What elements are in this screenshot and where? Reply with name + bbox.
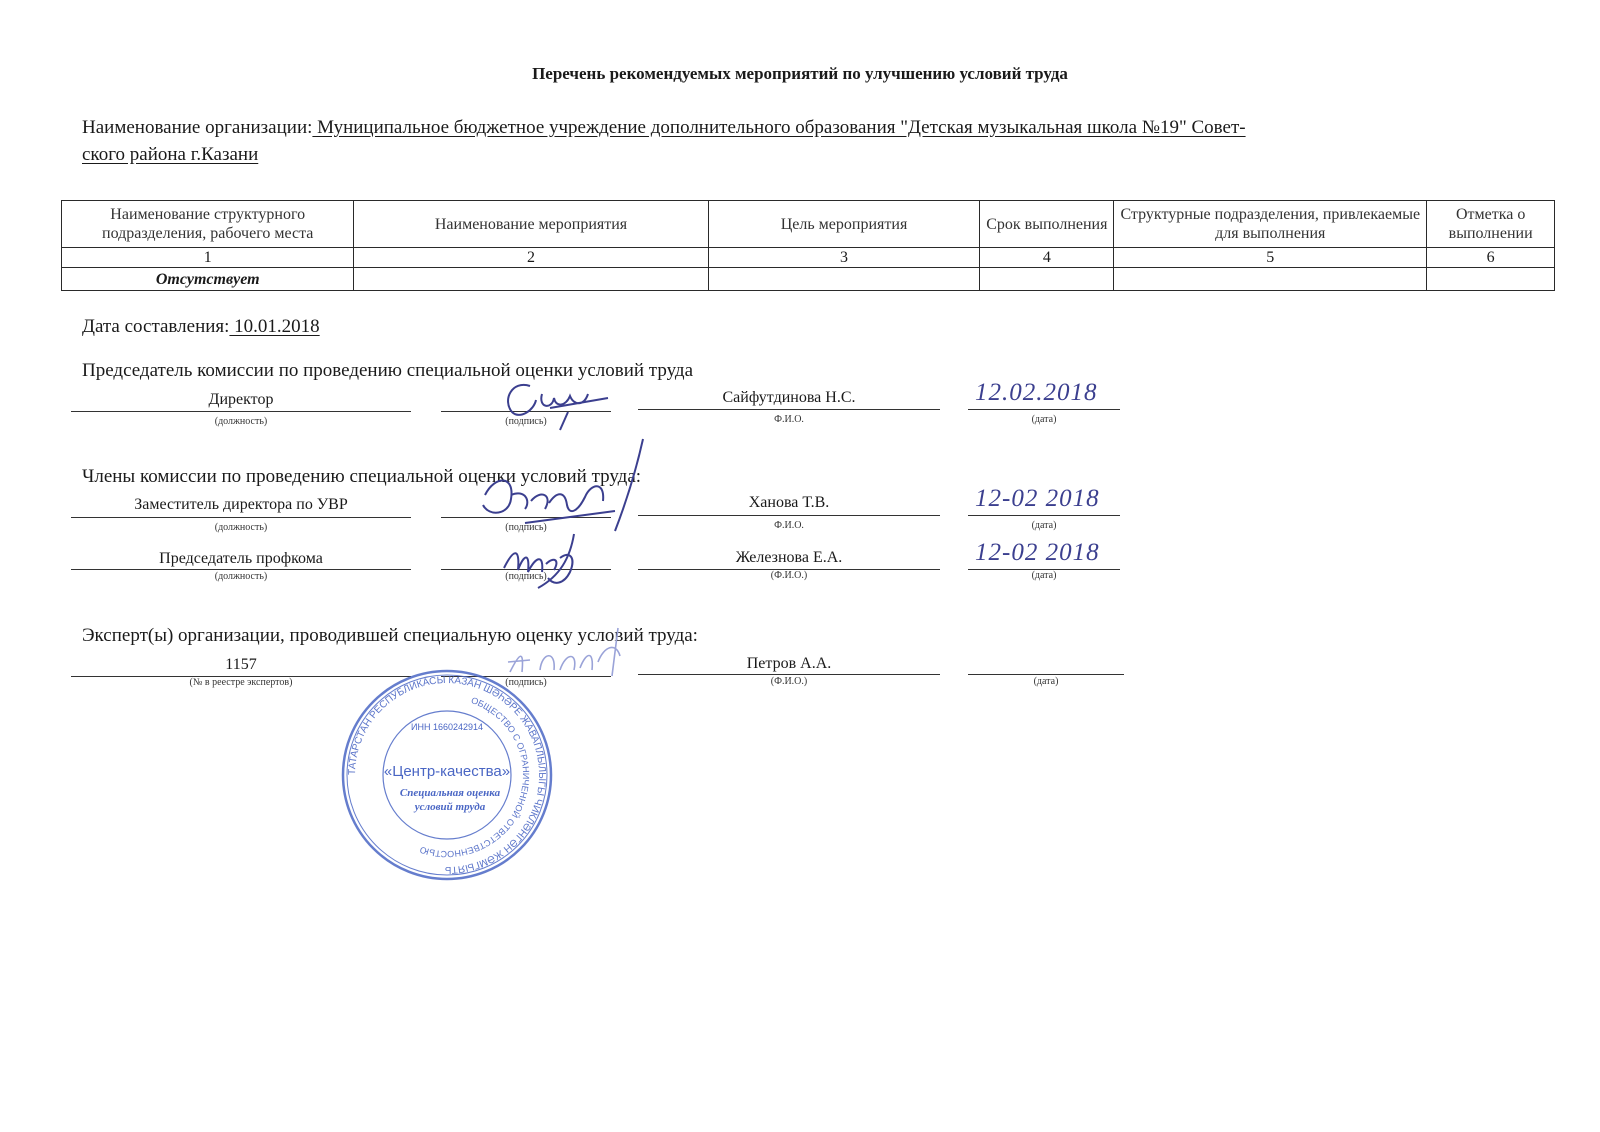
date-caption: (дата) [1033, 676, 1059, 687]
position-caption: (должность) [214, 571, 268, 582]
date-compiled [82, 316, 320, 338]
organization-line-2 [82, 142, 1522, 168]
organization-stamp [340, 668, 554, 882]
fio-caption: (Ф.И.О.) [770, 676, 808, 687]
position-line [71, 411, 411, 412]
organization-name-part-1: Муниципальное бюджетное учреждение дополнительного образования "Детская музыкальная школа №19" Совет- [312, 117, 1246, 138]
stamp-subtitle-1: Специальная оценка [399, 787, 501, 799]
organization-name-part-2: ского района г.Казани [82, 144, 259, 165]
table-cell [980, 268, 1114, 291]
date-caption: (дата) [1031, 414, 1057, 425]
signature-caption: (подпись) [505, 416, 547, 427]
number-cell: 5 [1114, 248, 1427, 268]
date-caption: (дата) [1031, 570, 1057, 581]
date-compiled-label: Дата составления: [82, 316, 230, 337]
document-title: Перечень рекомендуемых мероприятий по улучшению условий труда [532, 64, 1068, 83]
table-cell: Отсутствует [62, 268, 354, 291]
table-cell [708, 268, 980, 291]
experts-heading: Эксперт(ы) организации, проводившей специальную оценку условий труда: [82, 625, 698, 646]
registry-caption: (№ в реестре экспертов) [189, 677, 293, 688]
date-line [968, 409, 1120, 410]
number-cell: 6 [1427, 248, 1555, 268]
chairman-heading: Председатель комиссии по проведению специальной оценки условий труда [82, 360, 693, 381]
table-cell [1427, 268, 1555, 291]
stamp-outer-text: ТАТАРСТАН РЕСПУБЛИКАСЫ КАЗАН ШӘҺӘРЕ ЖАВАПЛЫЛЫГЫ ЧИКЛӘНГӘН ЖӘМГЫЯТЬ [346, 674, 548, 876]
header-cell: Срок выполнения [980, 201, 1114, 248]
member-2-date: 12-02 2018 [975, 539, 1100, 566]
organization-line-1 [82, 115, 1522, 141]
member-1-signature [465, 435, 655, 535]
fio-caption: (Ф.И.О.) [770, 570, 808, 581]
date-line [968, 515, 1120, 516]
fio-caption: Ф.И.О. [774, 414, 804, 425]
member-2-position: Председатель профкома [159, 550, 323, 567]
expert-name: Петров А.А. [746, 655, 832, 672]
header-cell: Наименование структурного подразделения, рабочего места [62, 201, 354, 248]
date-line [968, 674, 1124, 675]
fio-line [638, 409, 940, 410]
position-line [71, 517, 411, 518]
fio-caption: Ф.И.О. [774, 520, 804, 531]
header-cell: Цель мероприятия [708, 201, 980, 248]
number-cell: 1 [62, 248, 354, 268]
members-heading: Члены комиссии по проведению специальной оценки условий труда: [82, 466, 642, 487]
position-caption: (должность) [214, 522, 268, 533]
chairman-date: 12.02.2018 [975, 379, 1098, 406]
stamp-inn: ИНН 1660242914 [410, 722, 484, 732]
table-number-row [62, 248, 1555, 268]
number-cell: 4 [980, 248, 1114, 268]
measures-table [61, 200, 1555, 291]
number-cell: 2 [354, 248, 708, 268]
stamp-inner-text: ОБЩЕСТВО С ОГРАНИЧЕННОЙ ОТВЕТСТВЕННОСТЬЮ [418, 695, 532, 860]
stamp-center-text: «Центр-качества» [383, 763, 511, 780]
chairman-position: Директор [208, 391, 274, 408]
header-cell: Структурные подразделения, привлекаемые для выполнения [1114, 201, 1427, 248]
table-cell [1114, 268, 1427, 291]
number-cell: 3 [708, 248, 980, 268]
table-header-row [62, 201, 1555, 248]
member-2-name: Железнова Е.А. [735, 549, 843, 566]
signature-caption: (подпись) [505, 571, 547, 582]
table-row [62, 268, 1555, 291]
organization-label: Наименование организации: [82, 117, 313, 138]
date-caption: (дата) [1031, 520, 1057, 531]
header-cell: Отметка о выполнении [1427, 201, 1555, 248]
member-2-signature [490, 528, 600, 590]
chairman-signature [490, 372, 620, 434]
member-1-name: Ханова Т.В. [748, 494, 830, 511]
position-caption: (должность) [214, 416, 268, 427]
header-cell: Наименование мероприятия [354, 201, 708, 248]
stamp-subtitle-2: условий труда [414, 801, 486, 813]
fio-line [638, 674, 940, 675]
position-line [71, 569, 411, 570]
member-1-position: Заместитель директора по УВР [134, 496, 348, 513]
signature-caption: (подпись) [505, 522, 547, 533]
fio-line [638, 515, 940, 516]
chairman-name: Сайфутдинова Н.С. [722, 389, 856, 406]
signature-caption: (подпись) [505, 677, 547, 688]
member-1-date: 12-02 2018 [975, 485, 1100, 512]
date-compiled-value: 10.01.2018 [229, 316, 320, 337]
expert-registry-number: 1157 [225, 656, 257, 673]
table-cell [354, 268, 708, 291]
